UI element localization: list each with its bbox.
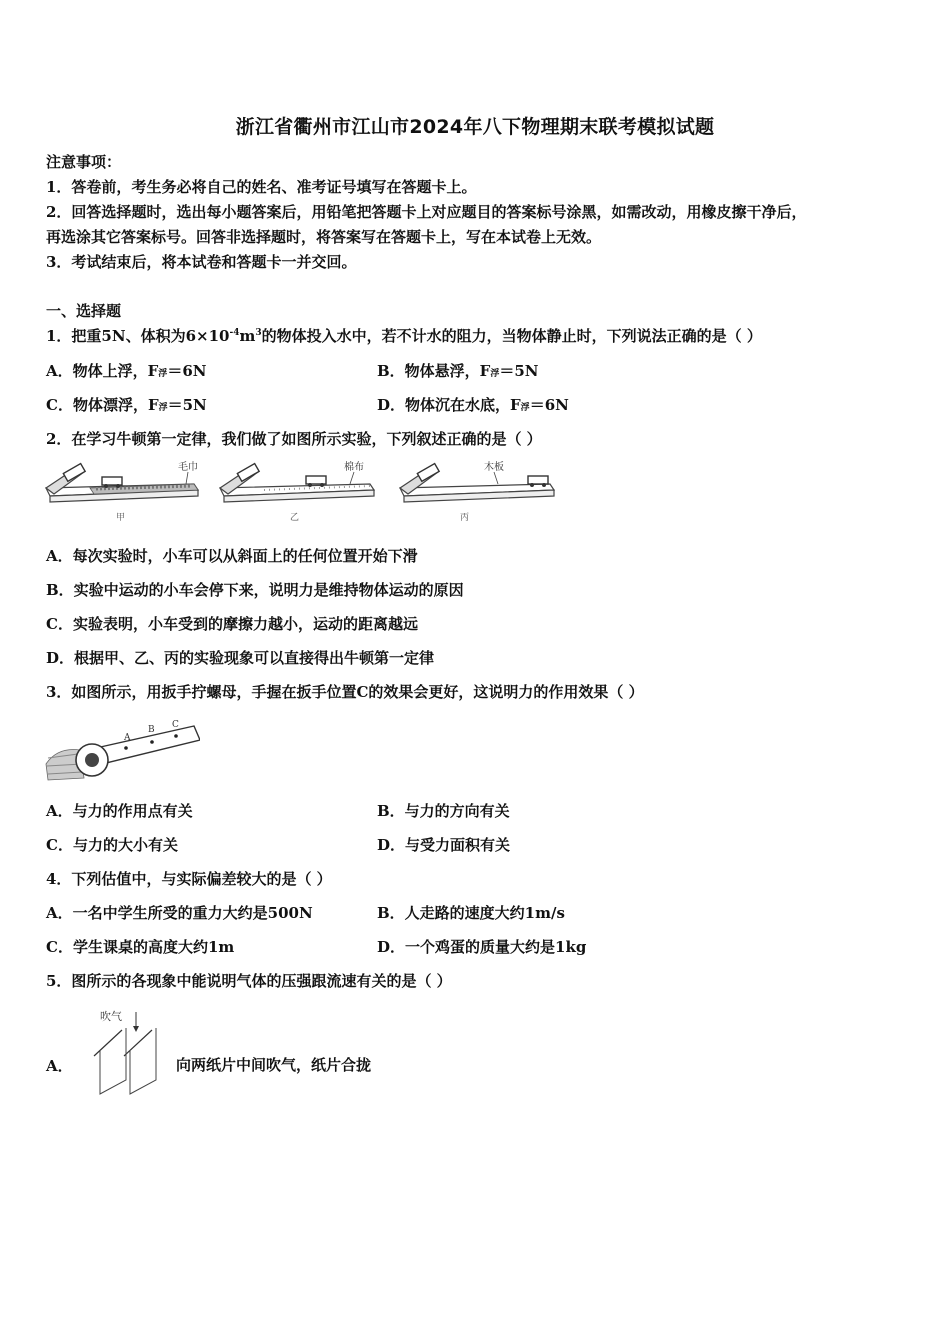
q2-option-c[interactable]: C．实验表明，小车受到的摩擦力越小，运动的距离越远 bbox=[46, 615, 418, 633]
q3-option-a[interactable]: A．与力的作用点有关 bbox=[46, 802, 193, 820]
q4-option-a[interactable]: A．一名中学生所受的重力大约是500N bbox=[46, 904, 313, 922]
fig-name-yi: 乙 bbox=[290, 513, 300, 523]
q5-option-a-letter[interactable]: A． bbox=[46, 1057, 73, 1075]
q4-option-d[interactable]: D．一个鸡蛋的质量大约是1kg bbox=[377, 938, 587, 956]
notice-item: 1．答卷前，考生务必将自己的姓名、准考证号填写在答题卡上。 bbox=[46, 178, 477, 196]
q4-option-b[interactable]: B．人走路的速度大约1m/s bbox=[377, 904, 565, 922]
question-5-stem: 5．图所示的各现象中能说明气体的压强跟流速有关的是（ ） bbox=[46, 972, 452, 990]
experiment-yi bbox=[220, 460, 374, 523]
q1-option-d[interactable]: D．物体沉在水底，F浮＝6N bbox=[377, 396, 569, 414]
fig-label-muban: 木板 bbox=[484, 462, 504, 473]
q3-option-b[interactable]: B．与力的方向有关 bbox=[377, 802, 510, 820]
fig-name-bing: 丙 bbox=[460, 513, 470, 523]
question-1-stem: 1．把重5N、体积为$6\times 10^{-4}m^3$的物体投入水中，若不计水的阻力，当物体静止时，下列说法正确的是（ ） bbox=[46, 327, 762, 345]
q1-option-a[interactable]: A．物体上浮，F浮＝6N bbox=[46, 362, 207, 380]
wrench-label-a: A bbox=[124, 733, 131, 743]
experiment-bing bbox=[400, 460, 554, 523]
section-heading: 一、选择题 bbox=[46, 302, 122, 320]
wrench-figure bbox=[44, 718, 200, 784]
q4-option-c[interactable]: C．学生课桌的高度大约1m bbox=[46, 938, 235, 956]
fig-label-maojin: 毛巾 bbox=[178, 462, 198, 473]
wrench-label-b: B bbox=[148, 725, 155, 735]
fig-label-chuiqi: 吹气 bbox=[100, 1010, 122, 1023]
notice-item: 3．考试结束后，将本试卷和答题卡一并交回。 bbox=[46, 253, 357, 271]
q3-option-c[interactable]: C．与力的大小有关 bbox=[46, 836, 178, 854]
fig-name-jia: 甲 bbox=[116, 513, 126, 523]
q3-option-d[interactable]: D．与受力面积有关 bbox=[377, 836, 511, 854]
fig-label-mianbu: 棉布 bbox=[344, 462, 364, 473]
q1-option-b[interactable]: B．物体悬浮，F浮＝5N bbox=[377, 362, 539, 380]
wrench-label-c: C bbox=[172, 720, 179, 730]
experiment-jia bbox=[46, 460, 198, 523]
question-3-stem: 3．如图所示，用扳手拧螺母，手握在扳手位置C的效果会更好，这说明力的作用效果（ ） bbox=[46, 683, 644, 701]
q2-option-d[interactable]: D．根据甲、乙、丙的实验现象可以直接得出牛顿第一定律 bbox=[46, 649, 435, 667]
question-4-stem: 4．下列估值中，与实际偏差较大的是（ ） bbox=[46, 870, 332, 888]
notice-heading: 注意事项： bbox=[46, 153, 122, 171]
q1-option-c[interactable]: C．物体漂浮，F浮＝5N bbox=[46, 396, 207, 414]
q2-option-a[interactable]: A．每次实验时，小车可以从斜面上的任何位置开始下滑 bbox=[46, 547, 418, 565]
notice-item: 2．回答选择题时，选出每小题答案后，用铅笔把答题卡上对应题目的答案标号涂黑，如需改动，用橡皮擦干净后， bbox=[46, 203, 807, 221]
q5-option-a-text[interactable]: 向两纸片中间吹气，纸片合拢 bbox=[176, 1056, 372, 1074]
notice-item: 再选涂其它答案标号。回答非选择题时，将答案写在答题卡上，写在本试卷上无效。 bbox=[46, 228, 602, 246]
blowing-paper-figure bbox=[86, 1006, 162, 1098]
page-title: 浙江省衢州市江山市2024年八下物理期末联考模拟试题 bbox=[235, 116, 715, 138]
newton-experiment-figure bbox=[44, 458, 556, 524]
q2-option-b[interactable]: B．实验中运动的小车会停下来，说明力是维持物体运动的原因 bbox=[46, 581, 464, 599]
question-2-stem: 2．在学习牛顿第一定律，我们做了如图所示实验，下列叙述正确的是（ ） bbox=[46, 430, 542, 448]
